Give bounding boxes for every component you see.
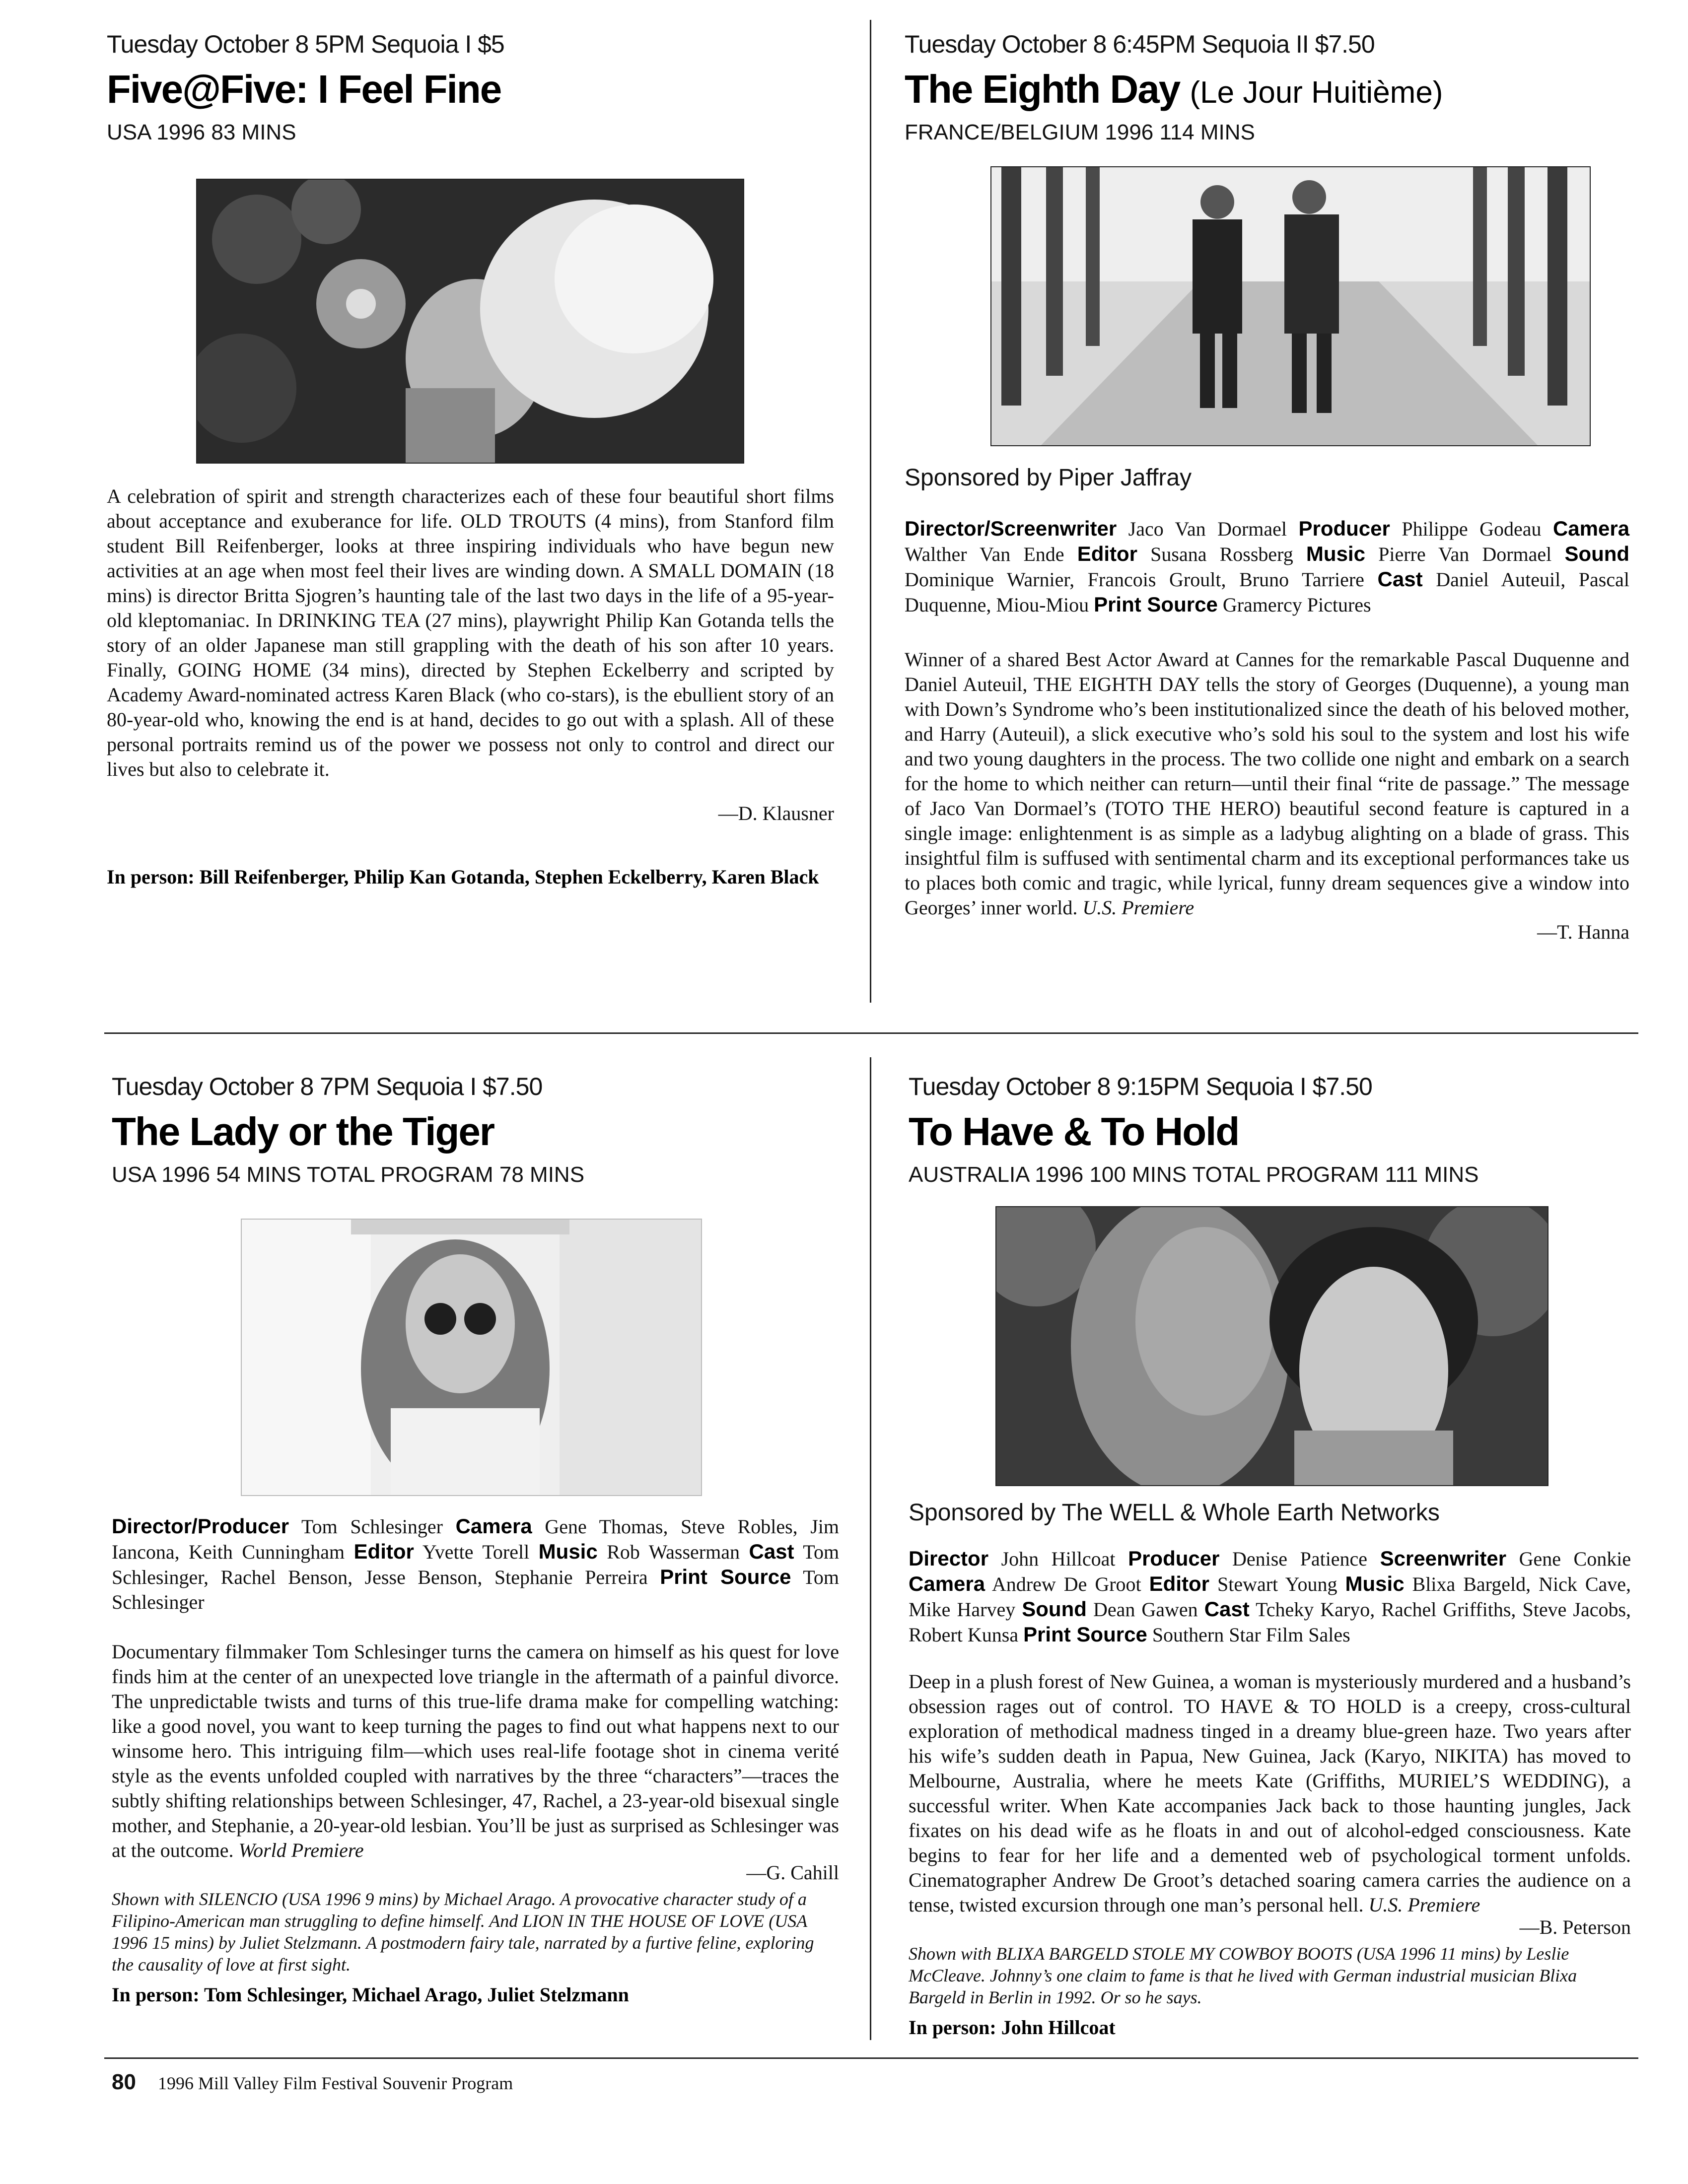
credit-names: John Hillcoat: [1001, 1548, 1116, 1570]
film-still-photo: [196, 179, 744, 464]
in-person-guests: In person: Tom Schlesinger, Michael Arago, Juliet Stelzmann: [112, 1983, 629, 2006]
page-footer: [112, 2070, 1105, 2095]
film-description: [112, 1639, 839, 1863]
credit-role: Cast: [1377, 567, 1423, 591]
credit-names: Daniel Auteuil, Pascal Duquenne, Miou-Miou: [905, 568, 1629, 616]
credit-names: Southern Star Film Sales: [1152, 1624, 1350, 1646]
credit-role: Camera: [1552, 517, 1630, 540]
film-credits: [112, 1514, 839, 1615]
screening-schedule: Tuesday October 8 6:45PM Sequoia II $7.50: [905, 30, 1375, 58]
credit-role: Sound: [1564, 542, 1630, 565]
film-body-to-have-and-to-hold: [909, 1499, 1631, 2040]
credit-names: Gene Thomas, Steve Robles, Jim Iancona, Keith Cunningham: [112, 1515, 840, 1563]
film-meta: USA 1996 83 MINS: [107, 120, 296, 144]
screening-schedule: Tuesday October 8 5PM Sequoia I $5: [107, 30, 504, 58]
credit-role: Camera: [909, 1572, 985, 1595]
film-body-five-at-five: [107, 484, 834, 889]
in-person-guests: In person: Bill Reifenberger, Philip Kan Gotanda, Stephen Eckelberry, Karen Black: [107, 866, 819, 888]
credit-names: Andrew De Groot: [991, 1573, 1141, 1595]
credit-names: Denise Patience: [1232, 1548, 1368, 1570]
film-description: A celebration of spirit and strength characterizes each of these four beautiful short films about acceptance and exuberance for life. OLD TROUTS (4 mins), from Stanford film student Bill Reifenberger, looks at three inspiring individuals who have begun new activities at an age when most feel their lives are winding down. A SMALL DOMAIN (18 mins) is director Britta Sjogren’s haunting tale of the last two days in the life of a 95-year-old kleptomaniac. In DRINKING TEA (27 mins), playwright Philip Kan Gotanda tells the story of an older Japanese man still grappling with the death of his son after 10 years. Finally, GOING HOME (34 mins), directed by Stephen Eckelberry and scripted by Academy Award-nominated actress Karen Black (who co-stars), is the ebullient story of an 80-year-old who, knowing the end is at hand, decides to go out with a splash. All of these personal portraits remind us of the power we possess not only to control and direct our lives but also to celebrate it.: [107, 485, 834, 780]
footer-divider: [104, 2057, 1638, 2059]
review-byline: —T. Hanna: [1537, 921, 1629, 943]
photo-two-men-walking-road-icon: [991, 167, 1590, 445]
credit-names: Jaco Van Dormael: [1128, 518, 1287, 540]
in-person-guests: In person: John Hillcoat: [909, 2016, 1116, 2039]
credit-names: Stewart Young: [1217, 1573, 1337, 1595]
film-still-photo: [990, 166, 1591, 446]
credit-role: Music: [538, 1540, 598, 1563]
credit-names: Tcheky Karyo, Rachel Griffiths, Steve Jacobs, Robert Kunsa: [909, 1598, 1631, 1646]
page-number: 80: [112, 2070, 136, 2094]
film-credits: [905, 516, 1629, 617]
credit-role: Cast: [1204, 1597, 1250, 1621]
film-listing-five-at-five: [107, 30, 834, 145]
film-listing-the-lady-or-the-tiger: [112, 1072, 839, 1187]
credit-names: Gramercy Pictures: [1222, 594, 1371, 616]
credit-role: Director: [909, 1547, 989, 1570]
review-byline: —G. Cahill: [746, 1861, 839, 1884]
credit-role: Print Source: [1094, 593, 1218, 616]
credit-role: Sound: [1022, 1597, 1087, 1621]
film-credits: [909, 1546, 1631, 1647]
film-listing-to-have-and-to-hold: [909, 1072, 1631, 1187]
film-body-the-eighth-day: [905, 464, 1629, 944]
film-sponsor: Sponsored by Piper Jaffray: [905, 465, 1192, 491]
film-body-the-lady-or-the-tiger: [112, 1514, 839, 2007]
premiere-label: World Premiere: [238, 1839, 364, 1861]
photo-man-woman-closeup-icon: [996, 1207, 1547, 1485]
credit-names: Tom Schlesinger, Rachel Benson, Jesse Benson, Stephanie Perreira: [112, 1541, 840, 1588]
credit-names: Dominique Warnier, Francois Groult, Bruno Tarriere: [905, 568, 1364, 591]
credit-role: Cast: [749, 1540, 794, 1563]
credit-role: Producer: [1128, 1547, 1220, 1570]
credit-role: Music: [1306, 542, 1365, 565]
credit-names: Walther Van Ende: [905, 543, 1064, 565]
shown-with-shorts: Shown with BLIXA BARGELD STOLE MY COWBOY BOOTS (USA 1996 11 mins) by Leslie McCleave. Johnny’s one claim to fame is that he lived with German industrial musician Blixa Bargeld in Berlin in 1992. Or so he says.: [909, 1944, 1577, 2007]
premiere-label: U.S. Premiere: [1368, 1894, 1480, 1916]
credit-role: Screenwriter: [1380, 1547, 1507, 1570]
credit-names: Susana Rossberg: [1150, 543, 1293, 565]
credit-names: Pierre Van Dormael: [1378, 543, 1552, 565]
premiere-label: U.S. Premiere: [1082, 896, 1195, 919]
photo-elderly-woman-flowers-icon: [197, 180, 743, 463]
credit-role: Director/Producer: [112, 1514, 289, 1538]
column-divider-bottom: [870, 1057, 871, 2040]
film-title-main: The Eighth Day: [905, 67, 1180, 111]
film-description-text: Winner of a shared Best Actor Award at Cannes for the remarkable Pascal Duquenne and Daniel Auteuil, THE EIGHTH DAY tells the story of Georges (Duquenne), a young man with Down’s Syndrome who’s been institutionalized since the death of his beloved mother, and Harry (Auteuil), a slick executive who’s sold his soul to the system and lost his wife and two young daughters in the process. The two collide one night and embark on a search for the home to which neither can return—until their final “rite de passage.” The message of Jaco Van Dormael’s (TOTO THE HERO) beautiful second feature is captured in a single image: enlightenment is as simple as a ladybug alighting on a blade of grass. This insightful film is suffused with sentimental charm and its exceptional performances take us to places both comic and tragic, while lyrical, funny dream sequences give a window into Georges’ inner world.: [905, 648, 1629, 919]
film-description-text: Deep in a plush forest of New Guinea, a woman is mysteriously murdered and a husband’s obsession rages out of control. TO HAVE & TO HOLD is a creepy, cross-cultural exploration of methodical madness tinged in a dreamy blue-green haze. Two years after his wife’s sudden death in Papua, New Guinea, Jack (Karyo, NIKITA) has moved to Melbourne, Australia, where he meets Kate (Griffiths, MURIEL’S WEDDING), a successful writer. When Kate accompanies Jack back to those haunting jungles, Jack fixates on his dead wife as he floats in and out of alcohol-edged consciousness. Kate begins to fear for her life and a demented web of psychological torment unfolds. Cinematographer Andrew De Groot’s detached soaring camera carries the audience on a tense, twisted excursion through one man’s personal hell.: [909, 1670, 1631, 1916]
credit-names: Dean Gawen: [1093, 1598, 1198, 1621]
screening-schedule: Tuesday October 8 9:15PM Sequoia I $7.50: [909, 1073, 1372, 1100]
film-sponsor: Sponsored by The WELL & Whole Earth Networks: [909, 1500, 1440, 1526]
publication-title: 1996 Mill Valley Film Festival Souvenir Program: [157, 2073, 513, 2093]
credit-role: Camera: [455, 1514, 532, 1538]
credit-role: Print Source: [660, 1565, 791, 1588]
photo-woman-sunglasses-icon: [242, 1220, 701, 1495]
credit-role: Editor: [353, 1540, 414, 1563]
film-meta: USA 1996 54 MINS TOTAL PROGRAM 78 MINS: [112, 1162, 585, 1187]
film-description: [909, 1669, 1631, 1917]
column-divider-top: [870, 20, 871, 1003]
film-meta: FRANCE/BELGIUM 1996 114 MINS: [905, 120, 1255, 144]
credit-role: Producer: [1298, 517, 1390, 540]
credit-names: Tom Schlesinger: [112, 1566, 839, 1613]
film-still-photo: [995, 1206, 1548, 1486]
credit-names: Gene Conkie: [1519, 1548, 1631, 1570]
film-title: Five@Five: I Feel Fine: [107, 67, 501, 111]
film-title: To Have & To Hold: [909, 1109, 1239, 1154]
credit-names: Blixa Bargeld, Nick Cave, Mike Harvey: [909, 1573, 1631, 1621]
credit-role: Editor: [1149, 1572, 1209, 1595]
screening-schedule: Tuesday October 8 7PM Sequoia I $7.50: [112, 1073, 543, 1100]
film-still-photo: [241, 1219, 702, 1496]
credit-names: Rob Wasserman: [607, 1541, 740, 1563]
credit-names: Tom Schlesinger: [301, 1515, 443, 1538]
credit-role: Editor: [1077, 542, 1138, 565]
review-byline: —D. Klausner: [718, 802, 834, 824]
film-meta: AUSTRALIA 1996 100 MINS TOTAL PROGRAM 111 MINS: [909, 1162, 1479, 1187]
credit-role: Print Source: [1023, 1623, 1147, 1646]
credit-names: Yvette Torell: [422, 1541, 530, 1563]
shown-with-shorts: Shown with SILENCIO (USA 1996 9 mins) by Michael Arago. A provocative character study of a Filipino-American man struggling to define himself. And LION IN THE HOUSE OF LOVE (USA 1996 15 mins) by Juliet Stelzmann. A postmodern fairy tale, narrated by a furtive feline, exploring the causality of love at first sight.: [112, 1889, 814, 1975]
film-description-text: Documentary filmmaker Tom Schlesinger turns the camera on himself as his quest for love finds him at the center of an unexpected love triangle in the aftermath of a painful divorce. The unpredictable twists and turns of this true-life drama make for compelling watching: like a good novel, you want to keep turning the pages to find out what happens next to our winsome hero. This intriguing film—which uses real-life footage shot in cinema verité style as the events unfolded coupled with narratives by the three “characters”—traces the subtly shifting relationships between Schlesinger, 47, Rachel, a 23-year-old bisexual single mother, and Stephanie, a 20-year-old lesbian. You’ll be just as surprised as Schlesinger was at the outcome.: [112, 1640, 839, 1861]
film-title: The Lady or the Tiger: [112, 1109, 494, 1154]
credit-names: Philippe Godeau: [1402, 518, 1542, 540]
credit-role: Director/Screenwriter: [905, 517, 1117, 540]
review-byline: —B. Peterson: [1519, 1916, 1631, 1938]
film-listing-the-eighth-day: [905, 30, 1629, 145]
film-title-original: (Le Jour Huitième): [1190, 75, 1443, 110]
film-description: [905, 647, 1629, 920]
film-title: [905, 69, 1629, 109]
row-divider: [104, 1032, 1638, 1034]
credit-role: Music: [1345, 1572, 1405, 1595]
